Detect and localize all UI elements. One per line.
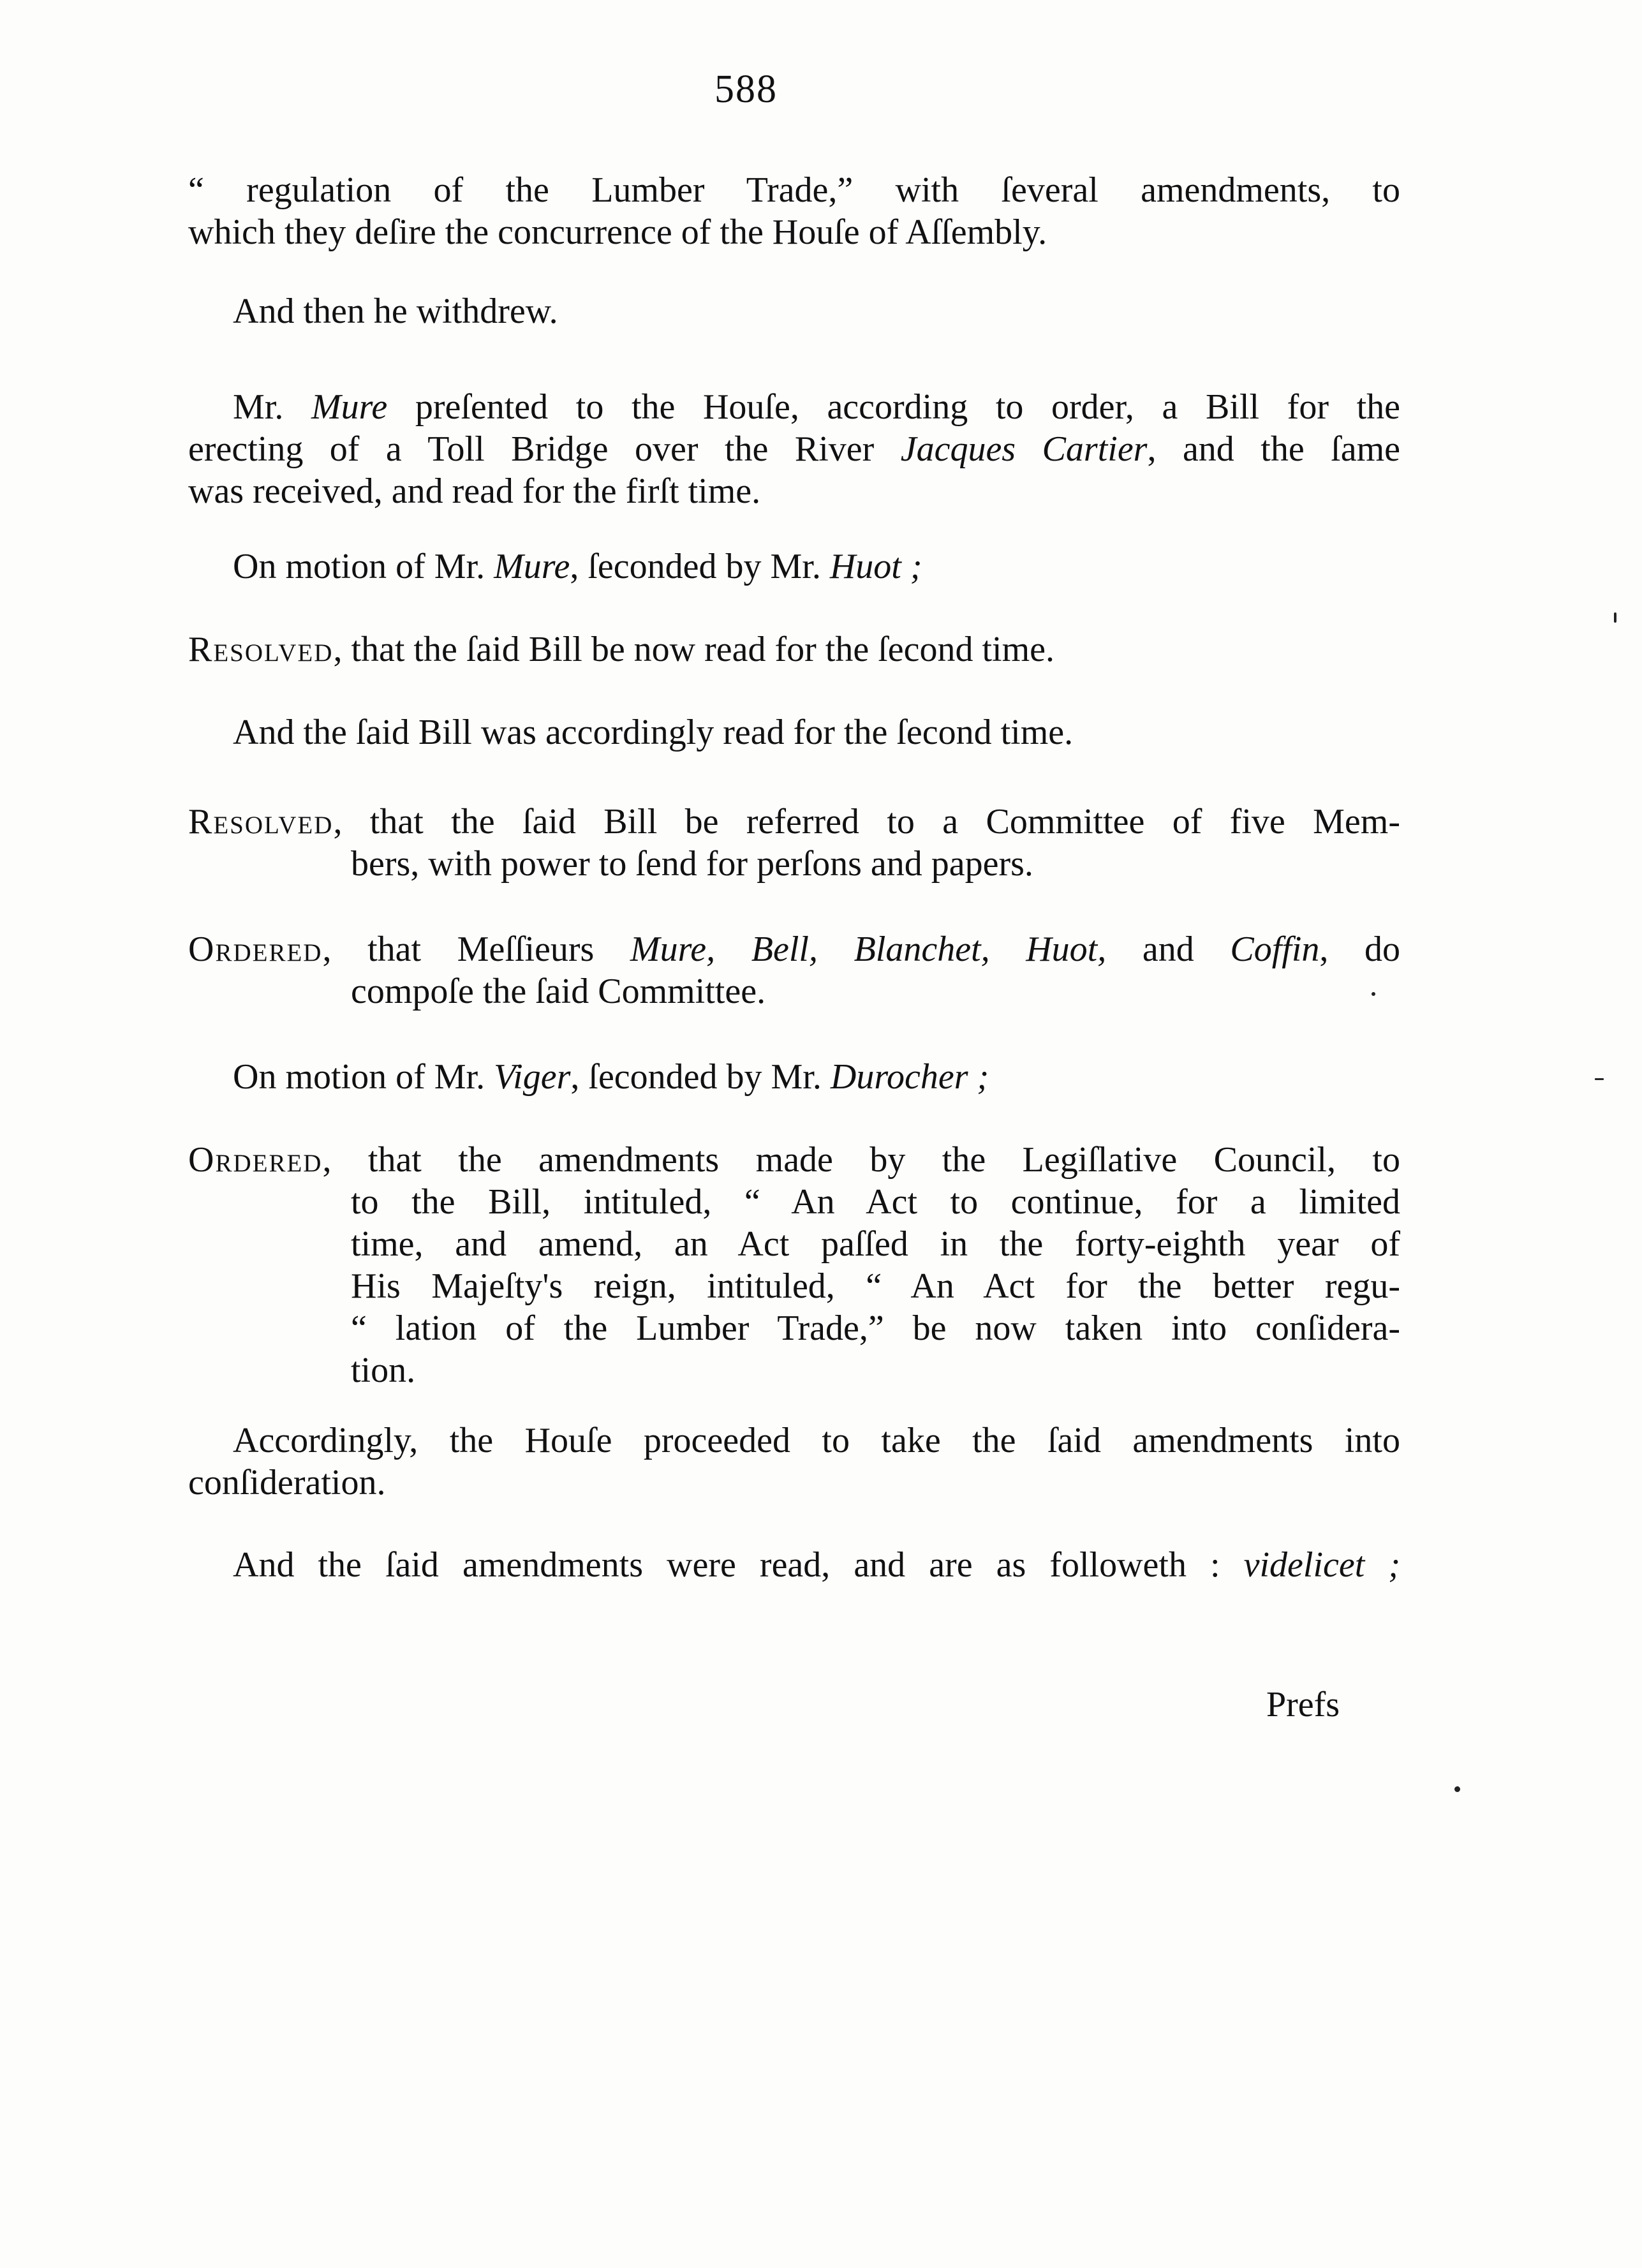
text-line: which they deſire the concurrence of the Houſe of Aſſembly.	[188, 212, 1047, 252]
ink-speck	[1454, 1786, 1460, 1792]
ink-speck	[1372, 992, 1375, 996]
text-line: And the ſaid Bill was accordingly read for the ſecond time.	[233, 713, 1074, 752]
text-line: “ lation of the Lumber Trade,” be now taken into conſidera-	[351, 1308, 1400, 1348]
text-line: His Majeſty's reign, intituled, “ An Act for the better regu-	[351, 1266, 1400, 1306]
text-line: Resolved, that the ſaid Bill be now read for the ſecond time.	[188, 630, 1054, 669]
text-line: was received, and read for the firſt time.	[188, 471, 761, 511]
paragraph-ordered-committee-members	[188, 928, 1400, 1012]
text-line: On motion of Mr. Viger, ſeconded by Mr. Durocher ;	[233, 1057, 989, 1097]
text-line: “ regulation of the Lumber Trade,” with ſeveral amendments, to	[188, 170, 1400, 210]
text-line: bers, with power to ſend for perſons and papers.	[351, 844, 1033, 884]
ink-speck	[1595, 1078, 1604, 1080]
text-line: to the Bill, intituled, “ An Act to continue, for a limited	[351, 1182, 1400, 1222]
ink-speck	[1614, 612, 1616, 623]
paragraph-bill-presented	[188, 386, 1400, 512]
paragraph-resolved-second-reading	[188, 628, 1400, 671]
paragraph-ordered-amendments	[188, 1139, 1400, 1391]
text-line: Ordered, that the amendments made by the Legiſlative Council, to	[188, 1140, 1400, 1180]
paragraph-house-proceeded	[188, 1419, 1400, 1504]
paragraph-message-from-council	[188, 169, 1400, 253]
text-line: conſideration.	[188, 1463, 386, 1502]
text-line: And the ſaid amendments were read, and are as followeth : videlicet ;	[233, 1545, 1400, 1585]
text-line: Resolved, that the ſaid Bill be referred to a Committee of five Mem-	[188, 802, 1400, 841]
text-line: On motion of Mr. Mure, ſeconded by Mr. Huot ;	[233, 547, 922, 586]
paragraph-read-second-time	[188, 711, 1400, 753]
page-number: 588	[714, 68, 778, 111]
text-line: tion.	[351, 1351, 416, 1390]
paragraph-motion-viger	[188, 1056, 1400, 1098]
paragraph-withdrew	[188, 290, 1400, 332]
paragraph-resolved-committee	[188, 801, 1400, 885]
catchword: Prefs	[1266, 1685, 1340, 1724]
text-line: Mr. Mure preſented to the Houſe, according to order, a Bill for the	[233, 387, 1401, 427]
text-line: Accordingly, the Houſe proceeded to take the ſaid amendments into	[233, 1421, 1400, 1460]
paragraph-motion-mure	[188, 545, 1400, 588]
paragraph-amendments-read	[188, 1544, 1400, 1586]
text-line: compoſe the ſaid Committee.	[351, 972, 766, 1011]
text-line: And then he withdrew.	[233, 292, 558, 331]
text-line: Ordered, that Meſſieurs Mure, Bell, Blanchet, Huot, and Coffin, do	[188, 930, 1400, 969]
text-line: time, and amend, an Act paſſed in the forty-eighth year of	[351, 1224, 1400, 1264]
text-line: erecting of a Toll Bridge over the River Jacques Cartier, and the ſame	[188, 429, 1400, 469]
